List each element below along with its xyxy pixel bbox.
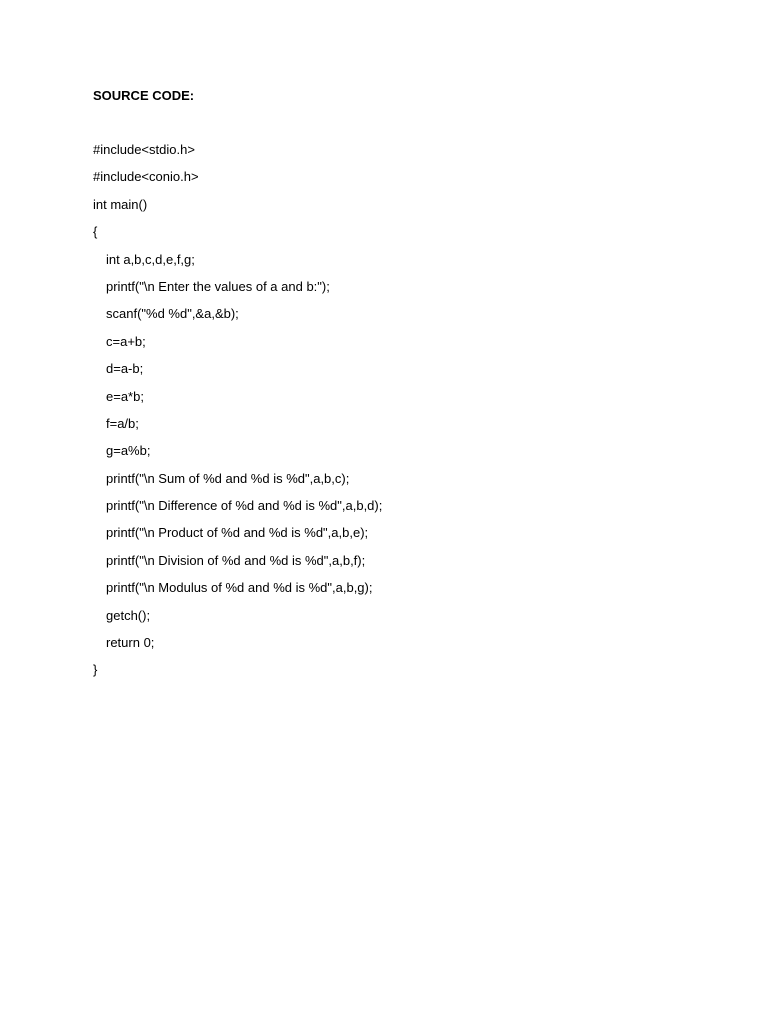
source-code-block: [93, 141, 382, 689]
code-line: int main(): [93, 196, 148, 212]
code-line: #include<stdio.h>: [93, 142, 195, 157]
code-line: d=a-b;: [106, 361, 144, 377]
code-line: printf("\n Modulus of %d and %d is %d",a,b,g);: [106, 580, 373, 596]
code-line: printf("\n Product of %d and %d is %d",a,b,e);: [106, 525, 369, 541]
section-heading: SOURCE CODE:: [93, 88, 195, 103]
code-line: scanf("%d %d",&a,&b);: [106, 306, 239, 322]
code-line: printf("\n Difference of %d and %d is %d",a,b,d);: [106, 498, 383, 514]
code-line: g=a%b;: [106, 443, 151, 459]
code-line: int a,b,c,d,e,f,g;: [106, 251, 195, 267]
code-line: getch();: [106, 607, 151, 623]
code-line: c=a+b;: [106, 333, 146, 349]
code-line: printf("\n Enter the values of a and b:");: [106, 278, 330, 294]
code-line: printf("\n Division of %d and %d is %d",a,b,f);: [106, 552, 366, 568]
code-line: printf("\n Sum of %d and %d is %d",a,b,c);: [106, 470, 350, 486]
code-line: f=a/b;: [106, 415, 139, 431]
code-line: }: [93, 662, 98, 678]
code-line: #include<conio.h>: [93, 169, 199, 185]
code-line: {: [93, 224, 98, 240]
code-line: e=a*b;: [106, 388, 144, 404]
code-line: return 0;: [106, 635, 155, 651]
